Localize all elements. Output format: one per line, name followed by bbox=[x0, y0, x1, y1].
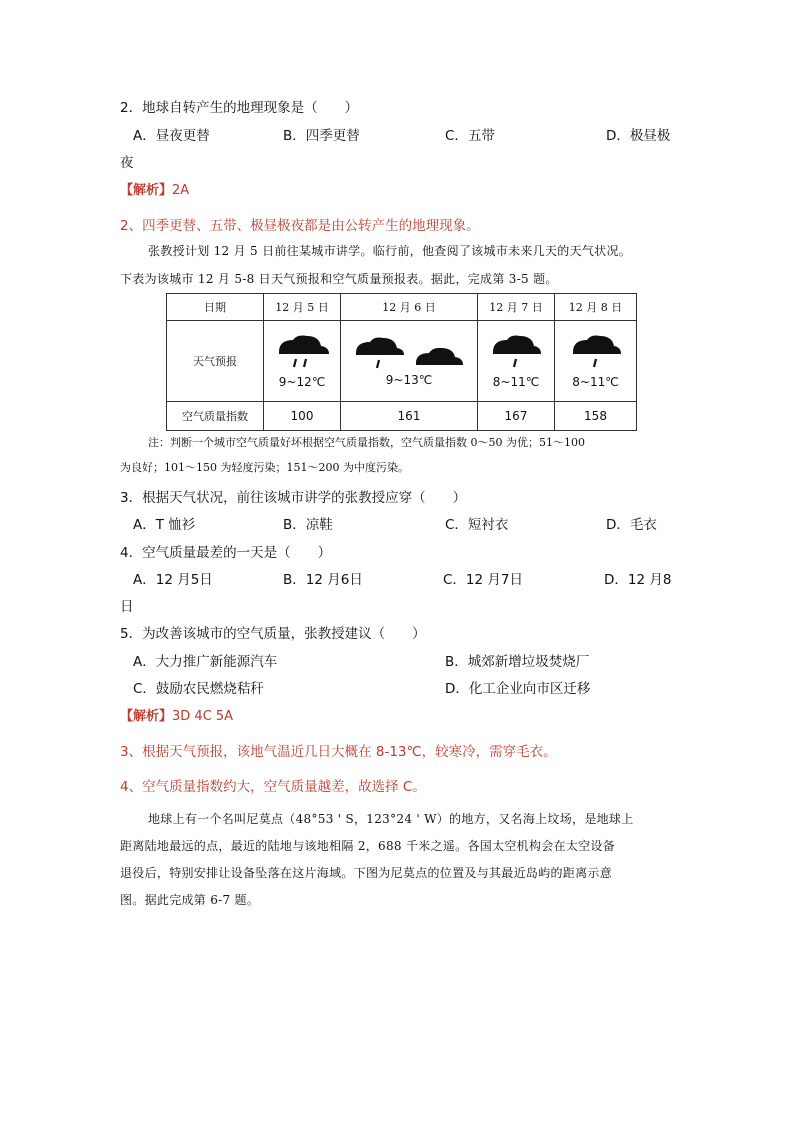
analysis-answer: 2A bbox=[172, 183, 190, 198]
forecast-icons bbox=[341, 335, 477, 371]
forecast-cell bbox=[478, 321, 555, 402]
q5-stem: 5．为改善该城市的空气质量，张教授建议（ ） bbox=[120, 626, 426, 642]
aqi-value: 158 bbox=[555, 402, 637, 431]
analysis-label: 【解析】 bbox=[120, 183, 173, 198]
cloud-icon bbox=[412, 335, 466, 371]
q3-5-analysis bbox=[120, 705, 233, 724]
q2-option-c: C．五带 bbox=[445, 128, 495, 144]
q2-analysis bbox=[120, 179, 189, 198]
q3-option-c: C．短衬衣 bbox=[445, 517, 509, 533]
analysis-label: 【解析】 bbox=[120, 709, 173, 724]
forecast-cell bbox=[555, 321, 637, 402]
q2-option-d: D．极昼极 bbox=[606, 128, 671, 144]
q4-option-d: D．12 月8 bbox=[604, 572, 672, 588]
table-date-cell: 12 月 7 日 bbox=[478, 294, 555, 321]
q2-option-b: B．四季更替 bbox=[283, 128, 360, 144]
q4-explanation: 4、空气质量指数约大，空气质量越差，故选择 C。 bbox=[120, 779, 426, 795]
table-aqi-row bbox=[167, 402, 637, 431]
q2-option-d-wrap: 夜 bbox=[120, 155, 134, 171]
forecast-cell bbox=[341, 321, 478, 402]
table-row-label-aqi: 空气质量指数 bbox=[167, 402, 264, 431]
q5-option-a: A．大力推广新能源汽车 bbox=[133, 654, 278, 670]
q4-option-a: A．12 月5日 bbox=[133, 572, 213, 588]
note-line2: 为良好；101～150 为轻度污染；151～200 为中度污染。 bbox=[120, 461, 409, 474]
aqi-value: 161 bbox=[341, 402, 478, 431]
q4-option-d-wrap: 日 bbox=[120, 599, 134, 615]
q2-stem: 2．地球自转产生的地理现象是（ ） bbox=[120, 100, 359, 116]
forecast-cell bbox=[264, 321, 341, 402]
q2-option-a: A．昼夜更替 bbox=[133, 128, 210, 144]
q3-stem: 3．根据天气状况，前往该城市讲学的张教授应穿（ ） bbox=[120, 490, 467, 506]
table-row-label-weather: 天气预报 bbox=[167, 321, 264, 402]
passage2-line3: 退役后，特别安排让设备坠落在这片海域。下图为尼莫点的位置及与其最近岛屿的距离示意 bbox=[120, 866, 613, 880]
passage2-line1: 地球上有一个名叫尼莫点（48°53 ' S，123°24 ' W）的地方，又名海上坟场，是地球上 bbox=[148, 812, 634, 826]
q5-option-b: B．城郊新增垃圾焚烧厂 bbox=[445, 654, 590, 670]
analysis-answers: 3D 4C 5A bbox=[172, 709, 234, 724]
q5-option-c: C．鼓励农民燃烧秸秆 bbox=[133, 681, 264, 697]
passage1-line2: 下表为该城市 12 月 5-8 日天气预报和空气质量预报表。据此，完成第 3-5 题。 bbox=[120, 272, 558, 286]
table-header-date: 日期 bbox=[167, 294, 264, 321]
q2-explanation: 2、四季更替、五带、极昼极夜都是由公转产生的地理现象。 bbox=[120, 218, 480, 234]
temperature-range: 8~11℃ bbox=[572, 374, 619, 389]
light-rain-cloud-icon bbox=[489, 334, 543, 370]
q5-option-d: D．化工企业向市区迁移 bbox=[445, 681, 591, 697]
q3-option-a: A．T 恤衫 bbox=[133, 517, 196, 533]
rain-cloud-icon bbox=[352, 335, 406, 371]
table-date-cell: 12 月 5 日 bbox=[264, 294, 341, 321]
note-line1: 注：判断一个城市空气质量好坏根据空气质量指数，空气质量指数 0～50 为优；51～100 bbox=[148, 436, 585, 449]
table-header-row bbox=[167, 294, 637, 321]
table-forecast-row bbox=[167, 321, 637, 402]
passage1-line1: 张教授计划 12 月 5 日前往某城市讲学。临行前，他查阅了该城市未来几天的天气状况。 bbox=[148, 244, 632, 258]
light-rain-cloud-icon bbox=[569, 334, 623, 370]
table-date-cell: 12 月 8 日 bbox=[555, 294, 637, 321]
heavy-rain-cloud-icon bbox=[273, 334, 331, 370]
table-date-cell: 12 月 6 日 bbox=[341, 294, 478, 321]
q4-stem: 4．空气质量最差的一天是（ ） bbox=[120, 545, 332, 561]
passage2-line4: 图。据此完成第 6-7 题。 bbox=[120, 893, 260, 907]
temperature-range: 9~13℃ bbox=[385, 373, 433, 387]
aqi-value: 100 bbox=[264, 402, 341, 431]
q4-option-b: B．12 月6日 bbox=[283, 572, 363, 588]
temperature-range: 8~11℃ bbox=[492, 374, 540, 389]
q3-option-b: B．凉鞋 bbox=[283, 517, 333, 533]
q4-option-c: C．12 月7日 bbox=[443, 572, 523, 588]
q3-explanation: 3、根据天气预报，该地气温近几日大概在 8-13℃，较寒冷，需穿毛衣。 bbox=[120, 744, 557, 760]
temperature-range: 9~12℃ bbox=[278, 374, 326, 389]
weather-forecast-table bbox=[166, 293, 637, 431]
passage2-line2: 距离陆地最远的点，最近的陆地与该地相隔 2，688 千米之遥。各国太空机构会在太空设备 bbox=[120, 839, 616, 853]
q3-option-d: D．毛衣 bbox=[606, 517, 657, 533]
aqi-value: 167 bbox=[478, 402, 555, 431]
